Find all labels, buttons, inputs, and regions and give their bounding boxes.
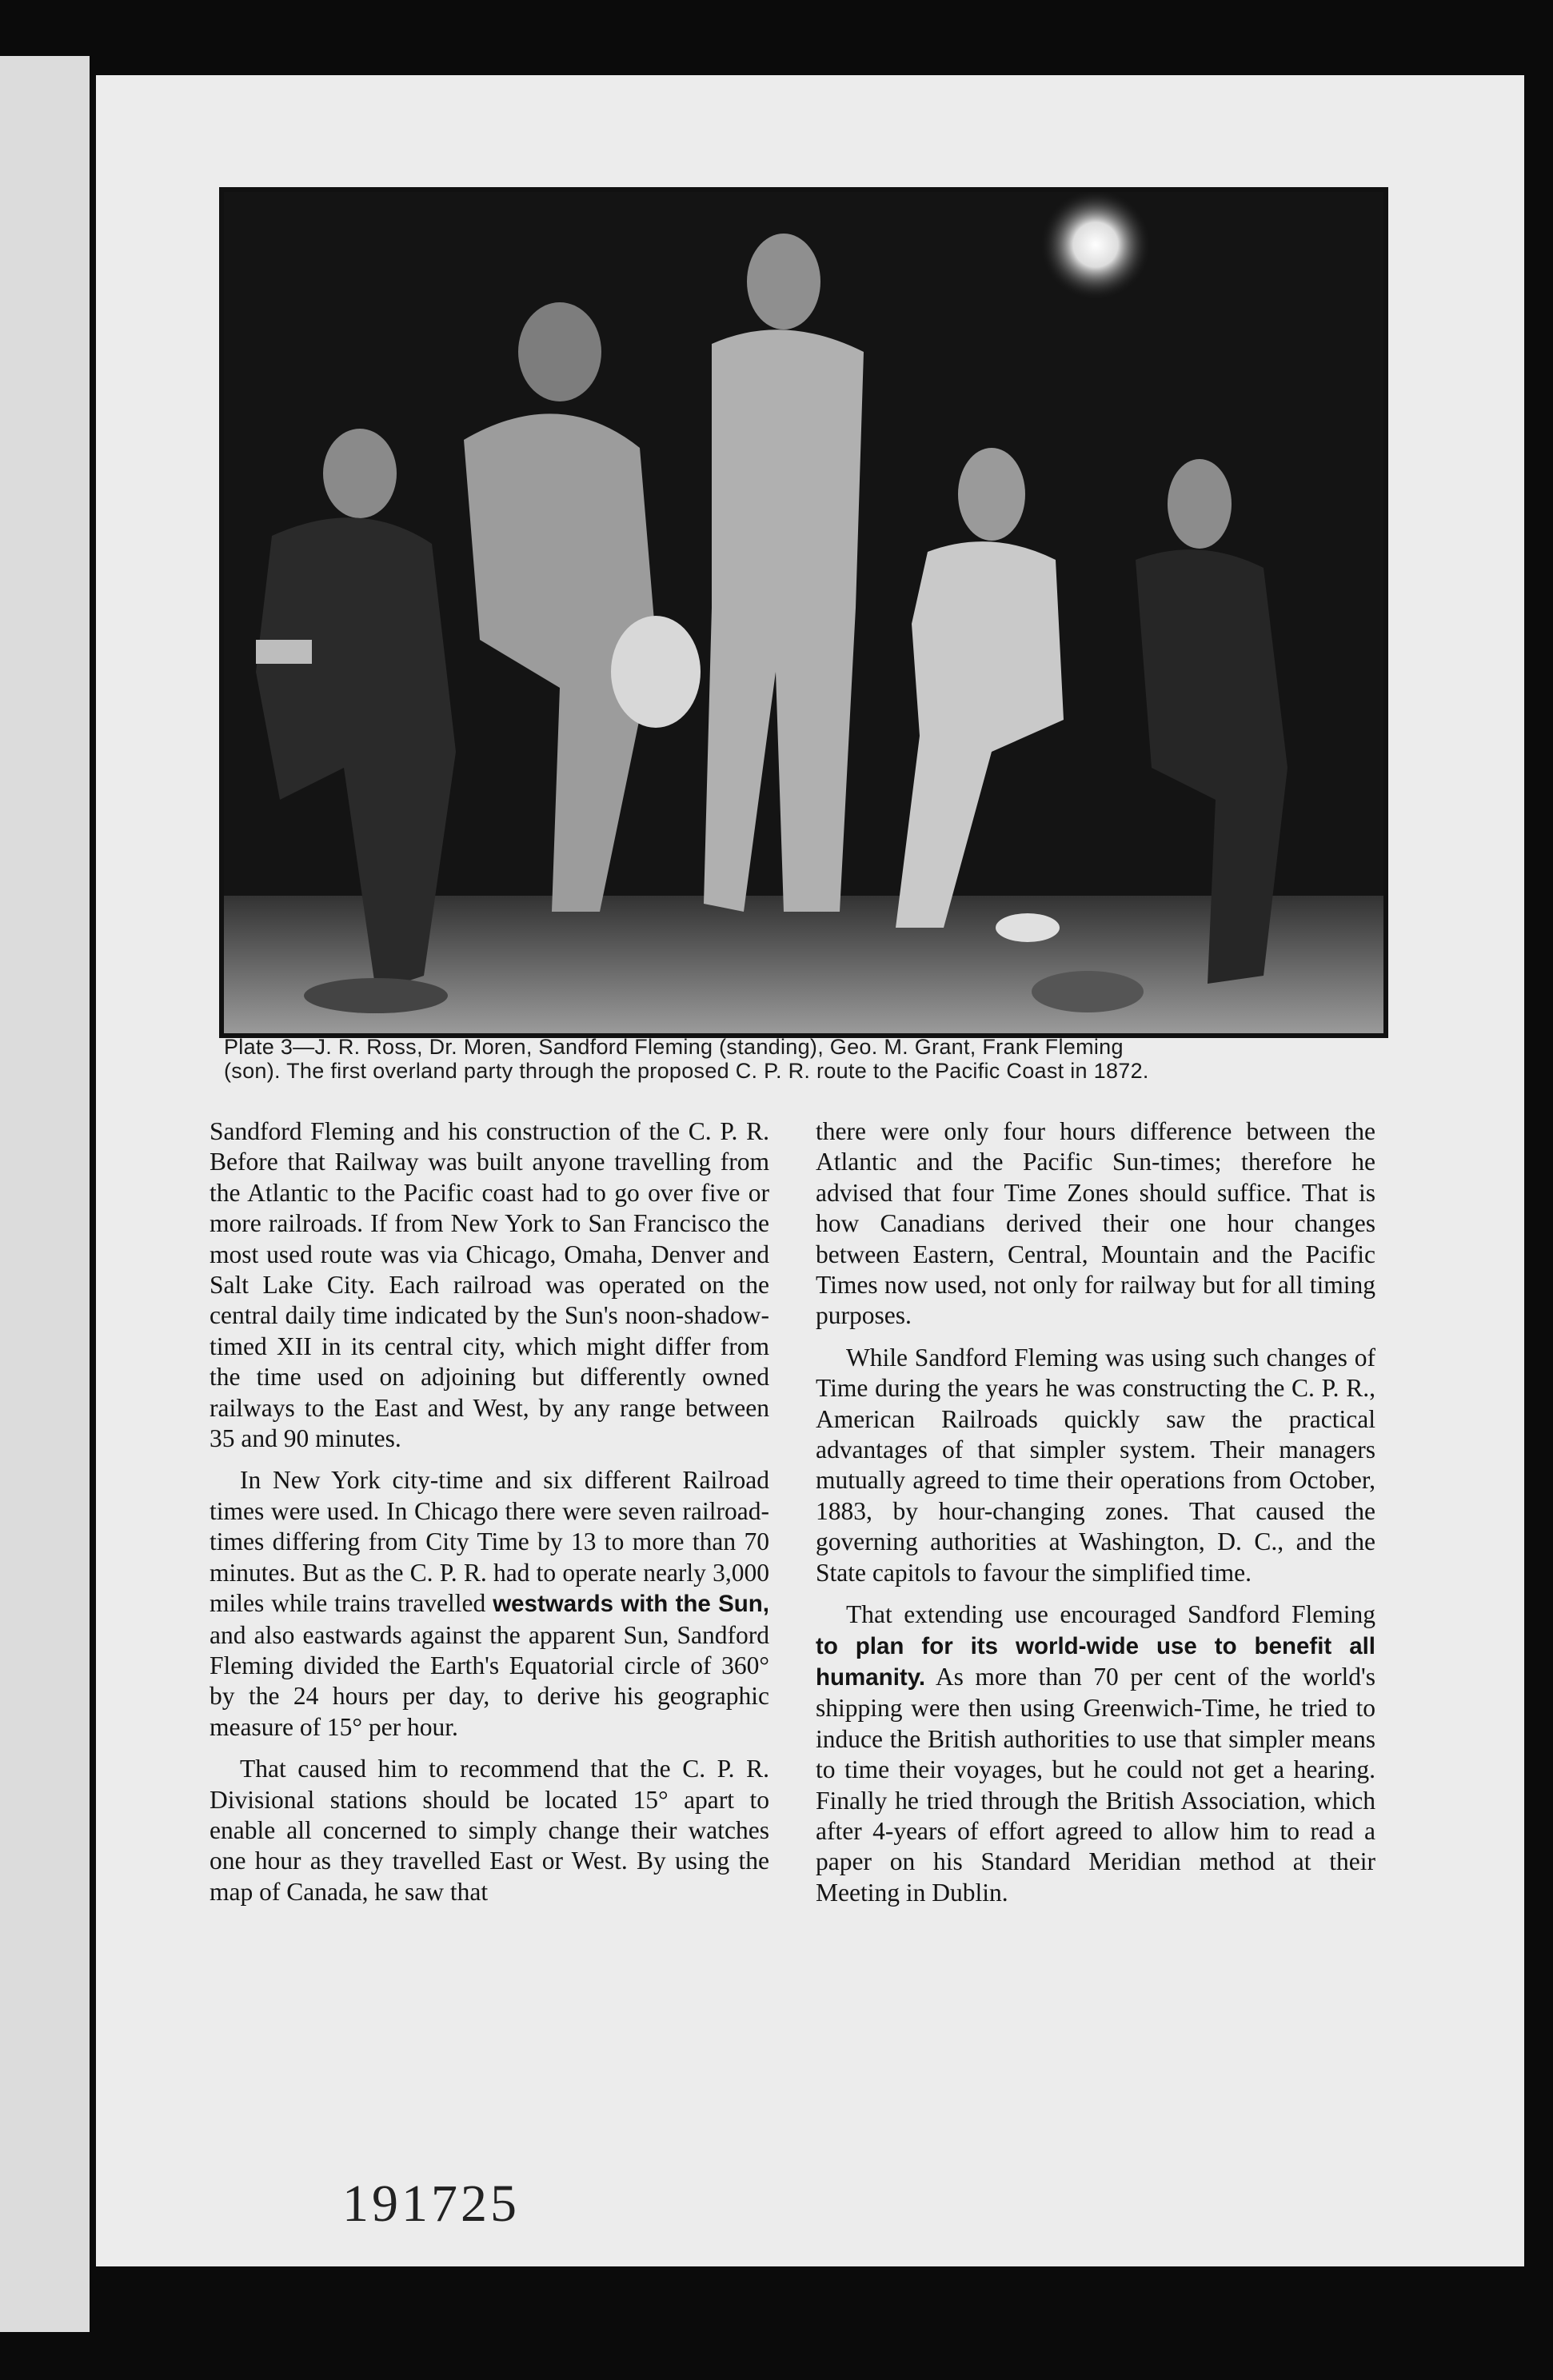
- group-photograph: [219, 187, 1388, 1038]
- text-run: As more than 70 per cent of the world's shipping were then using Greenwich-Time, he tried to induce the British authorities to use that simpler means to time their voyages, but he could not get a hearing. Finally he tried through the British Association, which after 4-years of effort agreed to allow him to read a paper on his Standard Meridian method at their Meeting in Dublin.: [816, 1662, 1375, 1907]
- bold-emphasis: westwards with the Sun,: [493, 1591, 770, 1618]
- paragraph: While Sandford Fleming was using such changes of Time during the years he was constructing the C. P. R., American Railroads quickly saw the practical advantages of that simpler system. Their managers mutually agreed to time their operations from October, 1883, by hour-changing zones. That caused the governing authorities at Washington, D. C., and the State capitols to favour the simplified time.: [816, 1343, 1375, 1587]
- stamp-number: 191725: [342, 2174, 520, 2233]
- text-column-left: [210, 1116, 769, 1919]
- text-run: That extending use encouraged Sandford Fleming: [846, 1600, 1375, 1629]
- text-run: and also eastwards against the apparent Sun, Sandford Fleming divided the Earth's Equatorial circle of 360° by the 24 hours per day, to derive his geographic measure of 15° per hour.: [210, 1620, 769, 1741]
- photograph-image: [224, 192, 1383, 1033]
- caption-line-2: (son). The first overland party through the proposed C. P. R. route to the Pacific Coast in 1872.: [224, 1059, 1149, 1083]
- paragraph: there were only four hours difference between the Atlantic and the Pacific Sun-times; therefore he advised that four Time Zones should suffice. That is how Canadians derived their one hour changes between Eastern, Central, Mountain and the Pacific Times now used, not only for railway but for all timing purposes.: [816, 1117, 1375, 1330]
- bold-emphasis: to plan for its world-wide use to benefit all humanity.: [816, 1632, 1375, 1691]
- paragraph: That caused him to recommend that the C. P. R. Divisional stations should be located 15° apart to enable all concerned to simply change their watches one hour as they travelled East or West. By using the map of Canada, he saw that: [210, 1755, 769, 1906]
- paragraph: Sandford Fleming and his construction of the C. P. R. Before that Railway was built anyone travelling from the Atlantic to the Pacific coast had to go over five or more railroads. If from New York to San Francisco the most used route was via Chicago, Omaha, Denver and Salt Lake City. Each railroad was operated on the central daily time indicated by the Sun's noon-shadow-timed XII in its central city, which might differ from the time used on adjoining but differently owned railways to the East and West, by any range between 35 and 90 minutes.: [210, 1117, 769, 1453]
- paragraph: [210, 1465, 769, 1743]
- adjacent-page-edge: [0, 56, 90, 2332]
- text-run: In New York city-time and six different Railroad times were used. In Chicago there were seven railroad-times differing from City Time by 13 to more than 70 minutes. But as the C. P. R. had to operate nearly 3,000 miles while trains travelled: [210, 1466, 769, 1618]
- document-page: [96, 75, 1524, 2266]
- photo-caption: [224, 1035, 1383, 1083]
- paragraph: [816, 1599, 1375, 1908]
- text-column-right: [816, 1116, 1375, 1919]
- caption-line-1: Plate 3—J. R. Ross, Dr. Moren, Sandford Fleming (standing), Geo. M. Grant, Frank Fleming: [224, 1035, 1124, 1059]
